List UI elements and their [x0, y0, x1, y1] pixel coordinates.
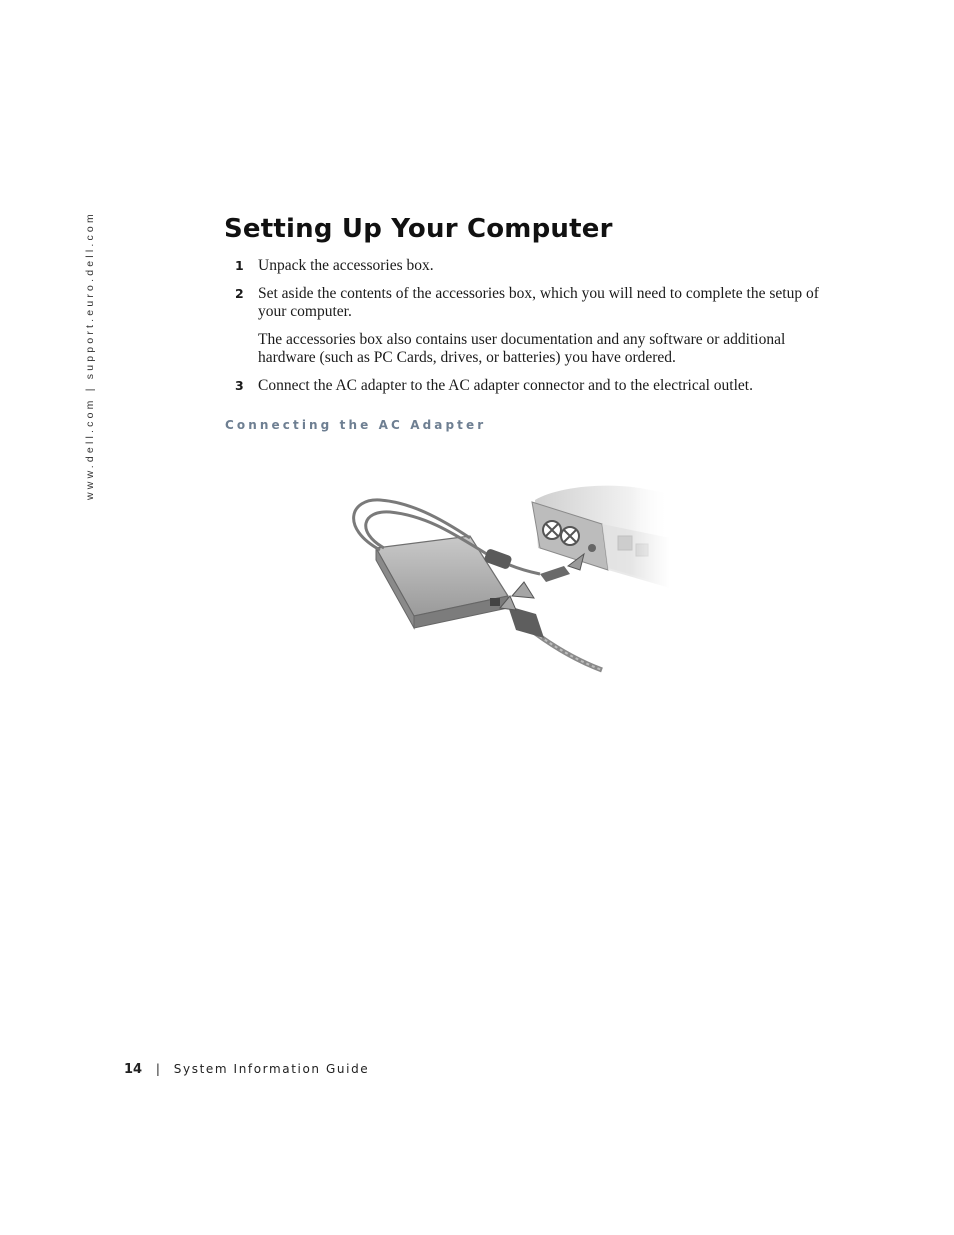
footer-separator: |	[155, 1062, 160, 1076]
step-number: 1	[235, 258, 244, 273]
ac-adapter-brick	[376, 536, 508, 628]
step-text: Connect the AC adapter to the AC adapter connector and to the electrical outlet.	[258, 377, 753, 394]
figure-caption: Connecting the AC Adapter	[225, 418, 487, 432]
page-footer	[124, 1062, 369, 1077]
guide-title: System Information Guide	[173, 1062, 370, 1076]
step-text: Unpack the accessories box.	[258, 257, 434, 274]
laptop-back-panel	[532, 478, 670, 598]
step-number: 3	[235, 378, 244, 393]
page-title: Setting Up Your Computer	[224, 214, 613, 244]
ac-adapter-illustration	[340, 478, 670, 678]
ac-arrow	[512, 582, 534, 598]
step-number: 2	[235, 286, 244, 301]
step-3	[224, 377, 824, 395]
step-2	[224, 285, 824, 367]
setup-steps-list	[224, 257, 824, 405]
ac-power-cord	[500, 582, 602, 670]
page-number: 14	[124, 1062, 143, 1077]
side-website-url: www.dell.com | support.euro.dell.com	[84, 211, 96, 500]
dc-plug	[540, 566, 570, 582]
step-text: Set aside the contents of the accessories box, which you will need to complete the setup of your computer.	[258, 285, 819, 320]
step-note: The accessories box also contains user documentation and any software or additional hardware (such as PC Cards, drives, or batteries) you have ordered.	[258, 331, 786, 366]
step-1	[224, 257, 824, 275]
